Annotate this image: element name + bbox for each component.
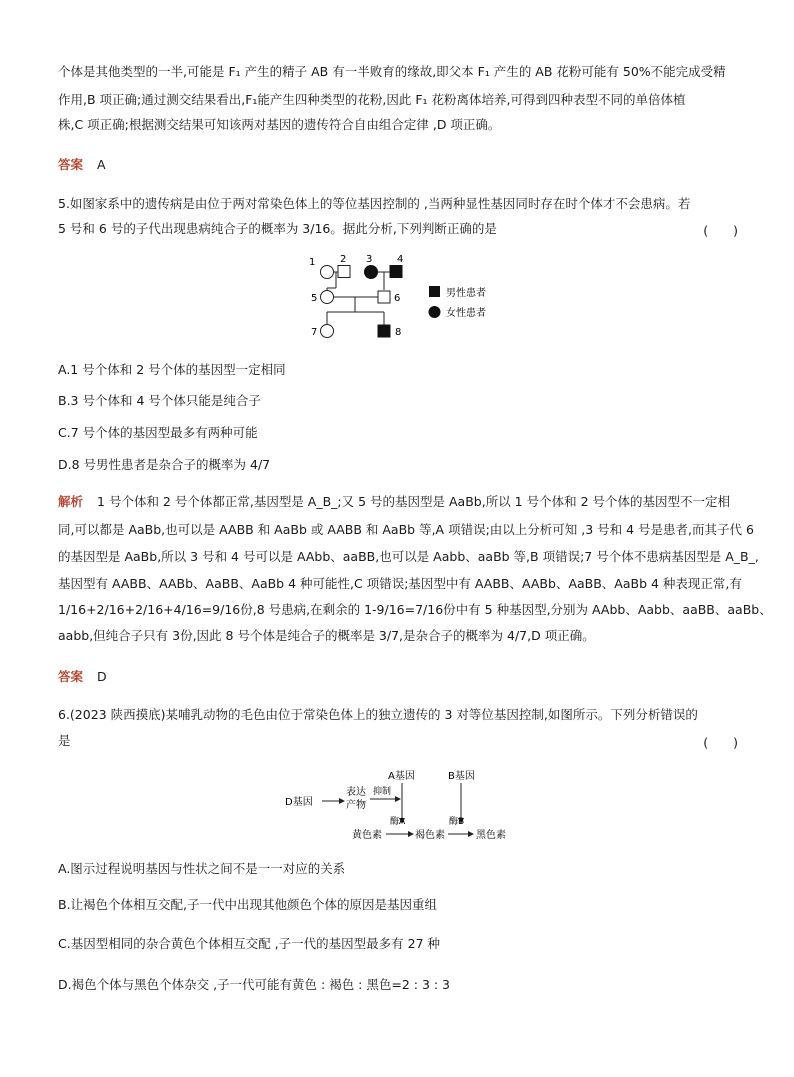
q6-stem-line-2: 是 bbox=[58, 733, 71, 748]
answer-1 bbox=[58, 155, 106, 173]
legend-male-patient-label: 男性患者 bbox=[446, 288, 486, 299]
inhibition-label: 抑制 bbox=[373, 787, 392, 797]
q5-option-d: D.8 号男性患者是杂合子的概率为 4/7 bbox=[58, 457, 271, 472]
pedigree-label-2: 2 bbox=[340, 254, 347, 265]
yellow-pigment: 黄色素 bbox=[352, 830, 382, 841]
pigment-pathway-diagram bbox=[280, 765, 550, 847]
pedigree-label-5: 5 bbox=[311, 293, 318, 304]
expression-label-1: 表达 bbox=[346, 787, 366, 798]
analysis-label: 解析 bbox=[58, 494, 84, 509]
answer-label: 答案 bbox=[58, 157, 84, 172]
q5-answer-blank: ( ) bbox=[703, 223, 738, 238]
q5-option-c: C.7 号个体的基因型最多有两种可能 bbox=[58, 425, 258, 440]
pedigree-individual-6 bbox=[378, 291, 390, 303]
analysis-text-1: 1 号个体和 2 号个体都正常,基因型是 A_B_;又 5 号的基因型是 AaBb,所以 1 号个体和 2 号个体的基因型不一定相 bbox=[97, 494, 730, 509]
q6-option-d: D.褐色个体与黑色个体杂交 ,子一代可能有黄色 : 褐色 : 黑色=2 : 3 : 3 bbox=[58, 977, 451, 992]
q6-answer-blank: ( ) bbox=[703, 735, 738, 750]
analysis-line-2: 同,可以都是 AaBb,也可以是 AABB 和 AaBb 或 AABB 和 AaBb 等,A 项错误;由以上分析可知 ,3 号和 4 号是患者,而其子代 6 bbox=[58, 522, 754, 537]
q5-stem-line-2: 5 号和 6 号的子代出现患病纯合子的概率为 3/16。据此分析,下列判断正确的是 bbox=[58, 221, 497, 236]
intro-line-3: 株,C 项正确;根据测交结果可知该两对基因的遗传符合自由组合定律 ,D 项正确。 bbox=[58, 117, 501, 132]
answer-value: D bbox=[97, 669, 107, 684]
expression-label-2: 产物 bbox=[346, 800, 366, 811]
legend-female-patient-icon bbox=[429, 306, 441, 318]
q6-stem-line-1: 6.(2023 陕西摸底)某哺乳动物的毛色由位于常染色体上的独立遗传的 3 对等位基因控制,如图所示。下列分析错误的 bbox=[58, 707, 698, 722]
brown-pigment: 褐色素 bbox=[415, 830, 445, 841]
intro-line-1: 个体是其他类型的一半,可能是 F₁ 产生的精子 AB 有一半败育的缘故,即父本 F₁ 产生的 AB 花粉可能有 50%不能完成受精 bbox=[58, 64, 726, 79]
analysis-line-6: aabb,但纯合子只有 3份,因此 8 号个体是纯合子的概率是 3/7,是杂合子的概率为 4/7,D 项正确。 bbox=[58, 628, 595, 643]
pedigree-individual-5 bbox=[321, 291, 334, 304]
pedigree-label-7: 7 bbox=[311, 327, 318, 338]
q5-option-a: A.1 号个体和 2 号个体的基因型一定相同 bbox=[58, 362, 286, 377]
analysis-line-1 bbox=[58, 494, 730, 510]
q6-option-c: C.基因型相同的杂合黄色个体相互交配 ,子一代的基因型最多有 27 种 bbox=[58, 936, 441, 951]
intro-line-2: 作用,B 项正确;通过测交结果看出,F₁能产生四种类型的花粉,因此 F₁ 花粉离体培养,可得到四种表型不同的单倍体植 bbox=[58, 92, 686, 107]
answer-label: 答案 bbox=[58, 669, 84, 684]
analysis-line-3: 的基因型是 AaBb,所以 3 号和 4 号可以是 AAbb、aaBB,也可以是 Aabb、aaBb 等,B 项错误;7 号个体不患病基因型是 A_B_, bbox=[58, 549, 759, 564]
pedigree-label-4: 4 bbox=[397, 254, 404, 265]
pedigree-individual-1 bbox=[321, 266, 334, 279]
black-pigment: 黑色素 bbox=[476, 830, 506, 841]
answer-2 bbox=[58, 667, 107, 685]
q6-option-b: B.让褐色个体相互交配,子一代中出现其他颜色个体的原因是基因重组 bbox=[58, 897, 438, 912]
legend-male-patient-icon bbox=[429, 286, 440, 297]
pedigree-label-6: 6 bbox=[394, 293, 401, 304]
q5-stem-line-1: 5.如图家系中的遗传病是由位于两对常染色体上的等位基因控制的 ,当两种显性基因同时存在时个体才不会患病。若 bbox=[58, 196, 691, 211]
a-gene-label: A基因 bbox=[388, 771, 415, 782]
pedigree-individual-8 bbox=[378, 325, 390, 337]
analysis-line-5: 1/16+2/16+2/16+4/16=9/16份,8 号患病,在剩余的 1-9/16=7/16份中有 5 种基因型,分别为 AAbb、Aabb、aaBB、aaBb、 bbox=[58, 602, 772, 617]
q6-option-a: A.图示过程说明基因与性状之间不是一一对应的关系 bbox=[58, 861, 346, 876]
legend-female-patient-label: 女性患者 bbox=[446, 308, 486, 319]
pedigree-label-8: 8 bbox=[395, 327, 402, 338]
pedigree-individual-7 bbox=[321, 325, 334, 338]
b-gene-label: B基因 bbox=[448, 771, 475, 782]
analysis-line-4: 基因型有 AABB、AABb、AaBB、AaBb 4 种可能性,C 项错误;基因型中有 AABB、AABb、AaBB、AaBb 4 种表现正常,有 bbox=[58, 576, 742, 591]
pedigree-chart bbox=[300, 250, 510, 350]
d-gene-label: D基因 bbox=[285, 797, 313, 808]
enzyme-a-label: 酶A bbox=[390, 817, 406, 827]
pedigree-individual-4 bbox=[390, 266, 402, 278]
pedigree-individual-3 bbox=[365, 266, 378, 279]
answer-value: A bbox=[97, 157, 106, 172]
pedigree-label-1: 1 bbox=[309, 257, 316, 268]
enzyme-b-label: 酶B bbox=[449, 817, 465, 827]
pedigree-label-3: 3 bbox=[366, 254, 373, 265]
pedigree-individual-2 bbox=[338, 266, 350, 278]
q5-option-b: B.3 号个体和 4 号个体只能是纯合子 bbox=[58, 393, 261, 408]
